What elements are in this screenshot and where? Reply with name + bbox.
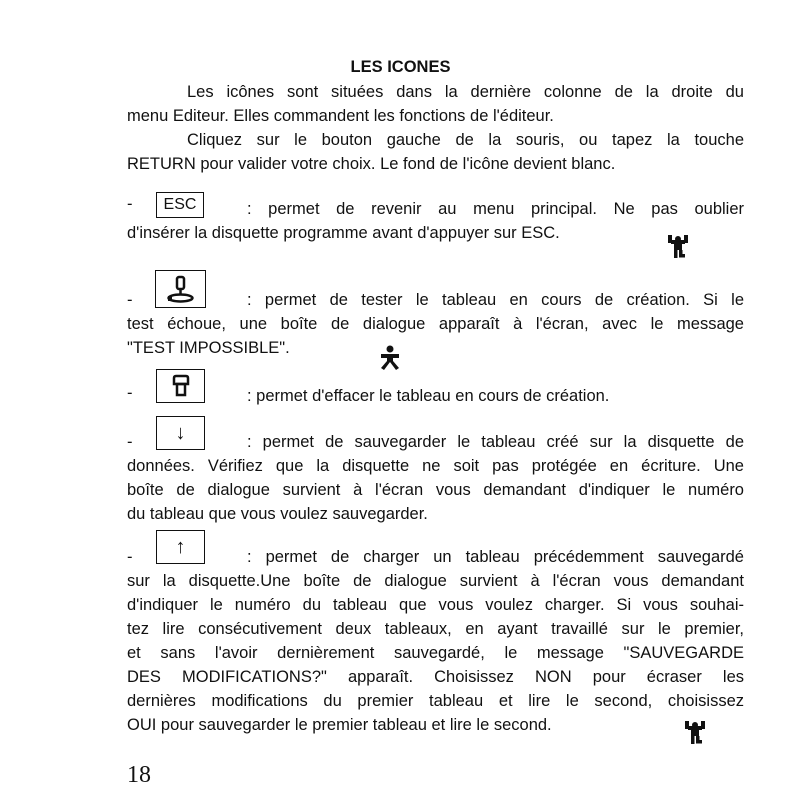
item-load-line-1: : permet de charger un tableau précédemment sauvegardé xyxy=(247,548,744,566)
item-test-line-1: : permet de tester le tableau en cours de création. Si le xyxy=(247,291,744,309)
bullet-dash: - xyxy=(127,548,133,566)
arrow-down-glyph: ↓ xyxy=(175,421,186,444)
intro-line-3: Cliquez sur le bouton gauche de la souris, ou tapez la touche xyxy=(187,131,744,149)
arrow-up-icon xyxy=(156,530,205,564)
intro-line-2: menu Editeur. Elles commandent les fonctions de l'éditeur. xyxy=(127,107,554,125)
bullet-dash: - xyxy=(127,384,133,402)
eraser-icon xyxy=(156,369,205,403)
item-save-line-4: du tableau que vous voulez sauvegarder. xyxy=(127,505,428,523)
item-save-line-3: boîte de dialogue survient à l'écran vous demandant d'indiquer le numéro xyxy=(127,481,744,499)
intro-line-4: RETURN pour valider votre choix. Le fond de l'icône devient blanc. xyxy=(127,155,616,173)
item-load-line-3: d'indiquer le numéro du tableau que vous voulez charger. Si vous souhai- xyxy=(127,596,744,614)
bullet-dash: - xyxy=(127,433,133,451)
bullet-dash: - xyxy=(127,291,133,309)
item-load-line-7: dernières modifications du premier tableau et lire le second, choisissez xyxy=(127,692,744,710)
page-number: 18 xyxy=(127,762,151,788)
item-save-line-2: données. Vérifiez que la disquette ne soit pas protégée en écriture. Une xyxy=(127,457,744,475)
item-esc-line-1: : permet de revenir au menu principal. Ne pas oublier xyxy=(247,200,744,218)
page-title: LES ICONES xyxy=(350,58,451,76)
item-load-line-4: tez lire consécutivement deux tableaux, en ayant travaillé sur le premier, xyxy=(127,620,744,638)
strongman-figure-icon xyxy=(683,718,707,744)
item-save-line-1: : permet de sauvegarder le tableau créé sur la disquette de xyxy=(247,433,744,451)
arrow-up-glyph: ↑ xyxy=(175,535,186,558)
arrow-down-icon xyxy=(156,416,205,450)
item-esc-line-2: d'insérer la disquette programme avant d'appuyer sur ESC. xyxy=(127,224,560,242)
intro-line-1: Les icônes sont situées dans la dernière colonne de la droite du xyxy=(187,83,744,101)
running-figure-icon xyxy=(378,345,402,371)
joystick-icon xyxy=(155,270,206,308)
esc-key-icon xyxy=(156,192,204,218)
bullet-dash: - xyxy=(127,195,133,213)
esc-key-label: ESC xyxy=(163,196,197,213)
item-load-line-8: OUI pour sauvegarder le premier tableau et lire le second. xyxy=(127,716,552,734)
item-test-line-2: test échoue, une boîte de dialogue apparaît à l'écran, avec le message xyxy=(127,315,744,333)
item-load-line-5: et sans l'avoir dernièrement sauvegardé, le message "SAUVEGARDE xyxy=(127,644,744,662)
item-load-line-2: sur la disquette.Une boîte de dialogue survient à l'écran vous demandant xyxy=(127,572,744,590)
item-load-line-6: DES MODIFICATIONS?" apparaît. Choisissez NON pour écraser les xyxy=(127,668,744,686)
item-erase-line-1: : permet d'effacer le tableau en cours de création. xyxy=(247,387,610,405)
strongman-figure-icon xyxy=(666,232,690,258)
item-test-line-3: "TEST IMPOSSIBLE". xyxy=(127,339,290,357)
